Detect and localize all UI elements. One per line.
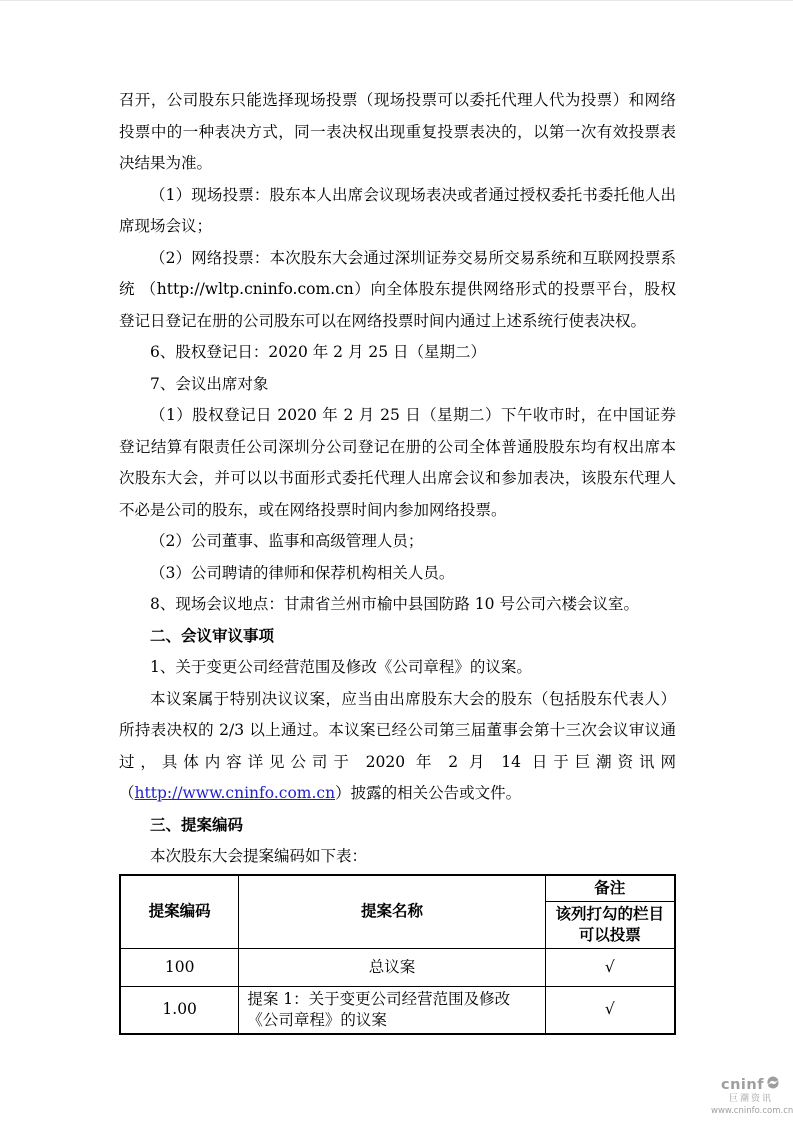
para-record-date: 6、股权登记日：2020 年 2 月 25 日（星期二） bbox=[150, 343, 487, 361]
open-paren: （ bbox=[119, 784, 135, 802]
header-proposal-code: 提案编码 bbox=[120, 875, 239, 949]
header-remark: 备注 bbox=[545, 875, 675, 902]
para-voting-method-continued: 召开，公司股东只能选择现场投票（现场投票可以委托代理人代为投票）和网络投票中的一种表决方式，同一表决权出现重复投票表决的，以第一次有效投票表决结果为准。 bbox=[119, 91, 676, 172]
cell-name: 总议案 bbox=[239, 948, 545, 986]
table-header-row bbox=[120, 875, 675, 902]
para-proposal-title: 1、关于变更公司经营范围及修改《公司章程》的议案。 bbox=[150, 658, 532, 676]
cell-checkmark: √ bbox=[545, 986, 675, 1034]
cell-code: 100 bbox=[120, 948, 239, 986]
para-onsite-voting: （1）现场投票：股东本人出席会议现场表决或者通过授权委托书委托他人出席现场会议； bbox=[119, 185, 676, 235]
heading-proposal-codes: 三、提案编码 bbox=[150, 815, 244, 834]
para-online-voting-tail: 向全体股东提供网络形式的投票平台，股权登记日登记在册的公司股东可以在网络投票时间内通过上述系统行使表决权。 bbox=[119, 280, 676, 330]
table-row bbox=[120, 986, 675, 1034]
cninfo-url-text: www.cninfo.com.cn bbox=[711, 1106, 793, 1116]
cell-code: 1.00 bbox=[120, 986, 239, 1034]
document-body bbox=[119, 85, 676, 1035]
para-table-intro: 本次股东大会提案编码如下表： bbox=[150, 847, 368, 865]
wltp-url-group bbox=[141, 280, 371, 298]
cninfo-cn-name: 巨潮资讯 bbox=[728, 1094, 773, 1104]
para-attendee-directors: （2）公司董事、监事和高级管理人员； bbox=[150, 532, 424, 550]
para-proposal-details bbox=[119, 684, 676, 810]
para-meeting-venue: 8、现场会议地点：甘肃省兰州市榆中县国防路 10 号公司六楼会议室。 bbox=[150, 595, 639, 613]
para-attendee-lawyers: （3）公司聘请的律师和保荐机构相关人员。 bbox=[150, 563, 455, 582]
cninfo-swirl-icon bbox=[765, 1075, 781, 1094]
para-attendee-scope: 7、会议出席对象 bbox=[150, 374, 269, 393]
para-online-voting bbox=[119, 243, 676, 338]
table-row bbox=[120, 948, 675, 986]
heading-review-matters: 二、会议审议事项 bbox=[150, 626, 275, 645]
cninfo-url-group bbox=[119, 784, 351, 802]
para-proposal-details-text: 本议案属于特别决议议案，应当由出席股东大会的股东（包括股东代表人）所持表决权的 2/3 以上通过。本议案已经公司第三届董事会第十三次会议审议通过，具体内容详见公司于 2020 年 2 月 14 日于巨潮资讯网 bbox=[119, 689, 676, 771]
header-proposal-name: 提案名称 bbox=[239, 875, 545, 949]
cninfo-brand-row bbox=[711, 1075, 791, 1094]
close-paren: ） bbox=[353, 280, 371, 298]
open-paren: （ bbox=[140, 280, 157, 298]
cell-checkmark: √ bbox=[545, 948, 675, 986]
cninfo-brand-text: cninf bbox=[720, 1076, 765, 1093]
cninfo-watermark bbox=[711, 1075, 791, 1117]
close-paren: ） bbox=[335, 784, 351, 802]
para-online-voting-text: （2）网络投票：本次股东大会通过深圳证券交易所交易系统和互联网投票系统 bbox=[119, 248, 676, 298]
para-attendee-shareholders: （1）股权登记日 2020 年 2 月 25 日（星期二）下午收市时，在中国证券登记结算有限责任公司深圳分公司登记在册的公司全体普通股股东均有权出席本次股东大会，并可以以书面形式委托代理人出席会议和参加表决，该股东代理人不必是公司的股东，或在网络投票时间内参加网络投票。 bbox=[119, 406, 676, 519]
cninfo-link[interactable]: http://www.cninfo.com.cn bbox=[134, 784, 336, 802]
cell-name: 提案 1：关于变更公司经营范围及修改《公司章程》的议案 bbox=[239, 986, 545, 1034]
proposal-code-table bbox=[119, 874, 676, 1035]
para-proposal-details-tail: 披露的相关公告或文件。 bbox=[350, 784, 522, 802]
header-remark-note: 该列打勾的栏目可以投票 bbox=[545, 901, 675, 948]
wltp-url-text: http://wltp.cninfo.com.cn bbox=[156, 280, 354, 298]
